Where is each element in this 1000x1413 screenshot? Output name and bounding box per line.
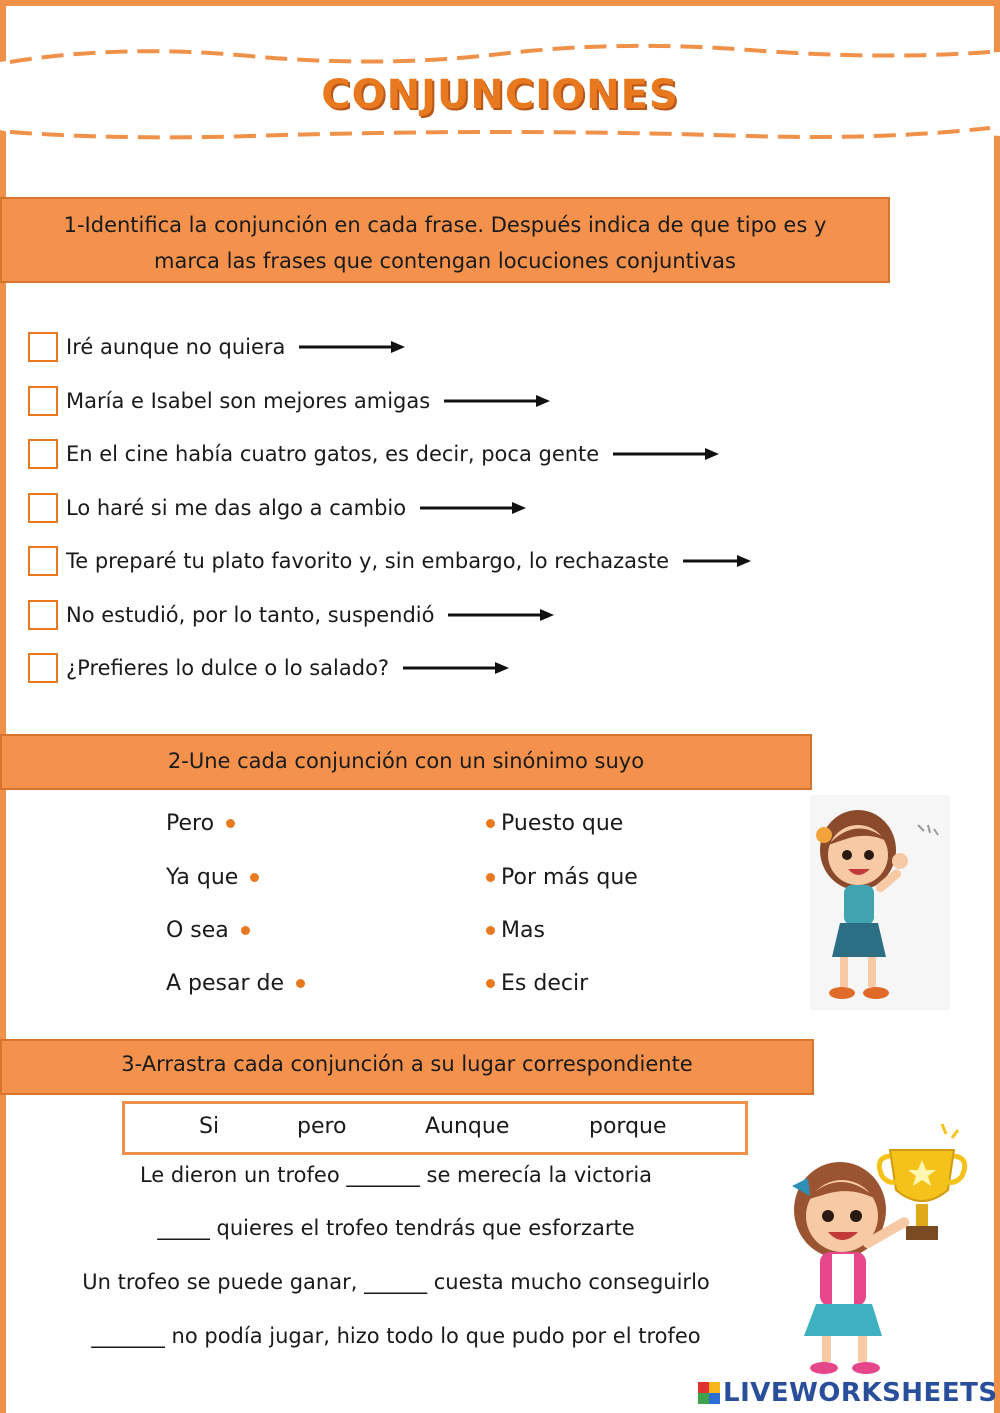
match-left-item[interactable] [166,918,250,943]
arrow-right-icon [444,394,552,408]
section2-banner [0,734,812,790]
match-right-label: Puesto que [501,811,624,836]
arrow-right-icon [299,340,407,354]
section1-banner [0,197,890,283]
sentence-text: ¿Prefieres lo dulce o lo salado? [66,656,390,680]
sentence-checkbox[interactable] [28,600,58,630]
sentence-row [28,488,528,528]
match-dot[interactable] [486,926,495,935]
arrow-right-icon [403,661,511,675]
logo-squares-icon [698,1382,720,1404]
sentence-checkbox[interactable] [28,386,58,416]
girl-trophy-illustration [782,1120,972,1378]
sentence-text: En el cine había cuatro gatos, es decir, poca gente [66,442,600,466]
section3-instruction: 3-Arrastra cada conjunción a su lugar correspondiente [121,1052,693,1076]
sentence-row [28,434,721,474]
match-dot[interactable] [296,979,305,988]
match-left-label: Pero [166,811,215,836]
match-right-item[interactable] [486,918,545,943]
section2-instruction: 2-Une cada conjunción con un sinónimo suyo [167,749,645,773]
sentence-row [28,381,552,421]
draggable-word[interactable]: Aunque [425,1114,510,1139]
sentence-text: María e Isabel son mejores amigas [66,389,431,413]
match-right-item[interactable] [486,865,638,890]
sentence-text: Lo haré si me das algo a cambio [66,496,407,520]
match-right-item[interactable] [486,971,588,996]
sentence-checkbox[interactable] [28,439,58,469]
fill-blank-sentence[interactable]: _____ quieres el trofeo tendrás que esforzarte [157,1216,635,1240]
match-dot[interactable] [226,819,235,828]
sentence-row [28,327,407,367]
draggable-word[interactable]: Si [199,1114,220,1139]
sentence-text: Iré aunque no quiera [66,335,286,359]
match-right-label: Mas [501,918,545,943]
match-right-label: Es decir [501,971,589,996]
logo-text: LIVEWORKSHEETS [723,1378,998,1408]
match-right-label: Por más que [501,865,638,890]
fill-blank-sentence[interactable]: Le dieron un trofeo _______ se merecía la victoria [139,1163,653,1187]
draggable-word[interactable]: porque [589,1114,667,1139]
match-left-item[interactable] [166,971,305,996]
match-left-item[interactable] [166,865,259,890]
sentence-checkbox[interactable] [28,493,58,523]
sentence-checkbox[interactable] [28,653,58,683]
section1-instruction-line2: marca las frases que contengan locuciones conjuntivas [154,249,736,273]
sentence-row [28,595,556,635]
match-right-item[interactable] [486,811,623,836]
match-dot[interactable] [486,819,495,828]
match-left-item[interactable] [166,811,235,836]
fill-blank-sentence[interactable]: Un trofeo se puede ganar, ______ cuesta mucho conseguirlo [82,1270,710,1294]
draggable-word[interactable]: pero [297,1114,347,1139]
arrow-right-icon [448,608,556,622]
girl-thumbs-up-illustration [810,795,950,1010]
arrow-right-icon [683,554,753,568]
match-left-label: Ya que [166,865,239,890]
arrow-right-icon [420,501,528,515]
match-dot[interactable] [486,979,495,988]
match-dot[interactable] [250,873,259,882]
match-dot[interactable] [486,873,495,882]
word-bank [122,1101,748,1155]
sentence-checkbox[interactable] [28,332,58,362]
liveworksheets-logo [698,1378,998,1408]
match-left-label: O sea [166,918,229,943]
match-dot[interactable] [241,926,250,935]
arrow-right-icon [613,447,721,461]
match-left-label: A pesar de [166,971,285,996]
sentence-row [28,541,753,581]
page-title: CONJUNCIONES [321,72,679,118]
sentence-checkbox[interactable] [28,546,58,576]
sentence-text: Te preparé tu plato favorito y, sin embargo, lo rechazaste [66,549,670,573]
sentence-text: No estudió, por lo tanto, suspendió [66,603,435,627]
sentence-row [28,648,511,688]
section1-instruction-line1: 1-Identifica la conjunción en cada frase. Después indica de que tipo es y [63,213,827,237]
section3-banner [0,1039,814,1095]
fill-blank-sentence[interactable]: _______ no podía jugar, hizo todo lo que pudo por el trofeo [91,1324,701,1348]
